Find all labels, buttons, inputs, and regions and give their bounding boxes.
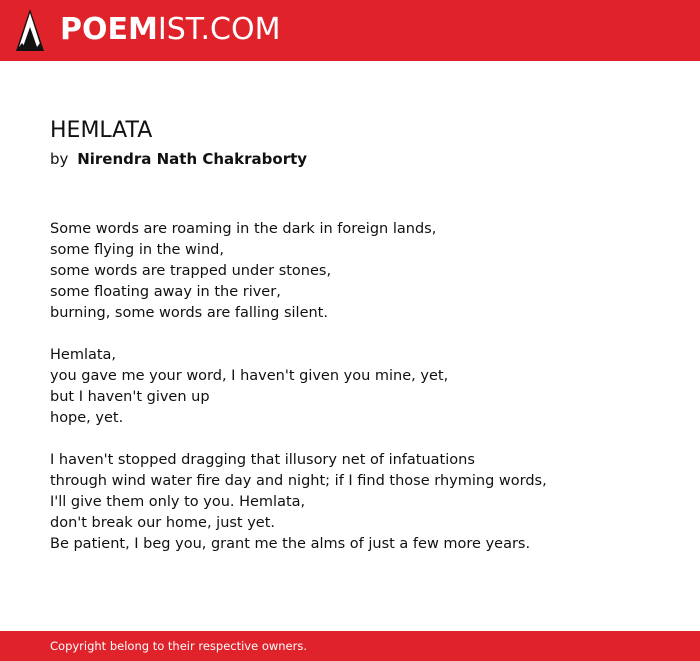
poem-line: Some words are roaming in the dark in foreign lands, [50,221,437,237]
poem-line: Be patient, I beg you, grant me the alms of just a few more years. [50,536,531,552]
site-logo-link[interactable] [16,9,280,51]
poem-line: some floating away in the river, [50,284,281,300]
poem-byline [50,148,307,170]
poem-body [50,219,670,576]
site-header [0,0,700,61]
poem-author: Nirendra Nath Chakraborty [77,150,308,168]
poem-stanza [50,450,670,555]
poem-line: some flying in the wind, [50,242,224,258]
poem-line: you gave me your word, I haven't given you mine, yet, [50,368,449,384]
poem-line: don't break our home, just yet. [50,515,276,531]
poem-title: HEMLATA [50,118,153,143]
by-label: by [50,150,69,168]
poem-line: I'll give them only to you. Hemlata, [50,494,306,510]
poem-stanza [50,219,670,324]
site-footer [0,631,700,661]
poem-line: hope, yet. [50,410,124,426]
poem-line: burning, some words are falling silent. [50,305,328,321]
copyright-notice: Copyright belong to their respective owners. [50,639,308,653]
poem-line: through wind water fire day and night; if I find those rhyming words, [50,473,547,489]
site-logo-text [60,9,280,51]
poem-line: some words are trapped under stones, [50,263,332,279]
poem-stanza [50,345,670,429]
poem-line: I haven't stopped dragging that illusory net of infatuations [50,452,475,468]
poem-line: Hemlata, [50,347,117,363]
logo-text-bold: POEM [60,12,158,47]
pencil-tip-icon [16,9,44,51]
logo-text-light: IST.COM [157,12,281,47]
poem-line: but I haven't given up [50,389,210,405]
